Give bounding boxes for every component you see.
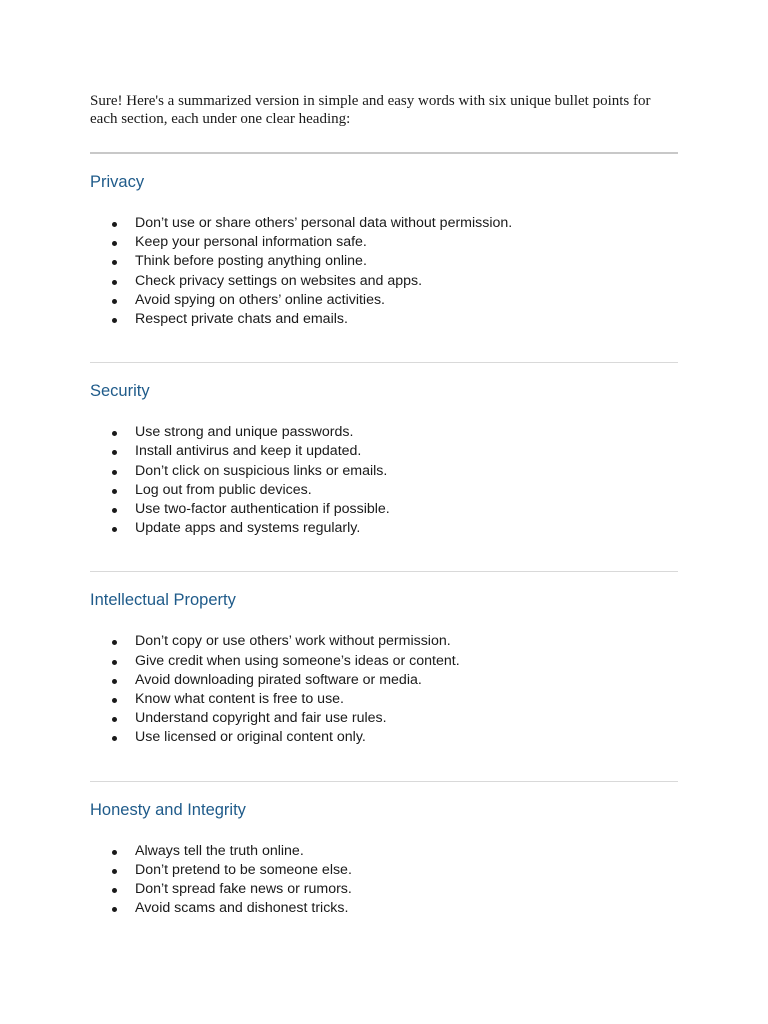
bullet-icon xyxy=(112,527,117,532)
list-item xyxy=(90,690,678,709)
list-item-text: Respect private chats and emails. xyxy=(135,311,348,328)
intro-paragraph: Sure! Here's a summarized version in simple and easy words with six unique bullet points for each section, each under one clear heading: xyxy=(90,93,651,127)
list-item xyxy=(90,728,678,747)
list-item-text: Avoid spying on others’ online activities. xyxy=(135,291,385,308)
section-heading: Intellectual Property xyxy=(90,591,236,610)
bullet-icon xyxy=(112,489,117,494)
list-item xyxy=(90,252,678,271)
bullet-icon xyxy=(112,869,117,874)
list-item-text: Keep your personal information safe. xyxy=(135,234,367,251)
bullet-icon xyxy=(112,717,117,722)
list-item-text: Check privacy settings on websites and apps. xyxy=(135,272,423,289)
list-item-text: Think before posting anything online. xyxy=(135,253,367,270)
list-item-text: Always tell the truth online. xyxy=(135,842,304,859)
list-item xyxy=(90,899,678,918)
bullet-icon xyxy=(112,299,117,304)
list-item-text: Use licensed or original content only. xyxy=(135,729,366,746)
bullet-icon xyxy=(112,736,117,741)
list-item xyxy=(90,462,678,481)
list-item-text: Understand copyright and fair use rules. xyxy=(135,710,387,727)
section-heading: Security xyxy=(90,382,150,401)
list-item-text: Don’t use or share others’ personal data without permission. xyxy=(135,215,513,231)
list-item xyxy=(90,671,678,690)
list-item xyxy=(90,652,678,671)
bullet-list xyxy=(90,214,678,329)
list-item xyxy=(90,861,678,880)
list-item-text: Don’t spread fake news or rumors. xyxy=(135,881,352,898)
bullet-icon xyxy=(112,850,117,855)
list-item xyxy=(90,481,678,500)
list-item-text: Don’t copy or use others’ work without permission. xyxy=(135,633,451,650)
list-item xyxy=(90,310,678,329)
section-security xyxy=(90,381,678,571)
list-item xyxy=(90,423,678,442)
list-item xyxy=(90,500,678,519)
list-item-text: Avoid downloading pirated software or media. xyxy=(135,671,422,688)
section-heading: Privacy xyxy=(90,173,145,191)
bullet-icon xyxy=(112,222,117,227)
bullet-list xyxy=(90,842,678,919)
bullet-icon xyxy=(112,508,117,513)
bullet-icon xyxy=(112,431,117,436)
bullet-list xyxy=(90,423,678,538)
bullet-icon xyxy=(112,888,117,893)
list-item-text: Don’t pretend to be someone else. xyxy=(135,861,352,878)
section-divider xyxy=(90,152,678,154)
section-heading: Honesty and Integrity xyxy=(90,800,246,819)
bullet-icon xyxy=(112,679,117,684)
list-item xyxy=(90,233,678,252)
list-item xyxy=(90,880,678,899)
list-item-text: Avoid scams and dishonest tricks. xyxy=(135,900,349,917)
list-item-text: Use two-factor authentication if possible. xyxy=(135,501,390,518)
list-item-text: Don’t click on suspicious links or emails. xyxy=(135,462,388,479)
list-item xyxy=(90,291,678,310)
section-intellectual-property xyxy=(90,590,678,780)
list-item xyxy=(90,632,678,651)
section-divider xyxy=(90,362,678,363)
list-item-text: Install antivirus and keep it updated. xyxy=(135,443,362,460)
section-honesty-and-integrity xyxy=(90,800,678,919)
section-divider xyxy=(90,571,678,572)
list-item-text: Log out from public devices. xyxy=(135,481,312,498)
list-item xyxy=(90,709,678,728)
bullet-icon xyxy=(112,318,117,323)
list-item xyxy=(90,519,678,538)
bullet-icon xyxy=(112,640,117,645)
list-item xyxy=(90,842,678,861)
bullet-icon xyxy=(112,660,117,665)
bullet-icon xyxy=(112,260,117,265)
section-privacy xyxy=(90,172,678,362)
list-item xyxy=(90,272,678,291)
list-item xyxy=(90,214,678,233)
bullet-list xyxy=(90,632,678,747)
bullet-icon xyxy=(112,470,117,475)
list-item-text: Know what content is free to use. xyxy=(135,691,344,708)
bullet-icon xyxy=(112,241,117,246)
bullet-icon xyxy=(112,450,117,455)
bullet-icon xyxy=(112,698,117,703)
bullet-icon xyxy=(112,907,117,912)
document-page xyxy=(90,92,678,918)
list-item xyxy=(90,442,678,461)
bullet-icon xyxy=(112,280,117,285)
list-item-text: Give credit when using someone’s ideas or content. xyxy=(135,652,460,669)
section-divider xyxy=(90,781,678,782)
list-item-text: Update apps and systems regularly. xyxy=(135,520,361,537)
list-item-text: Use strong and unique passwords. xyxy=(135,424,354,441)
